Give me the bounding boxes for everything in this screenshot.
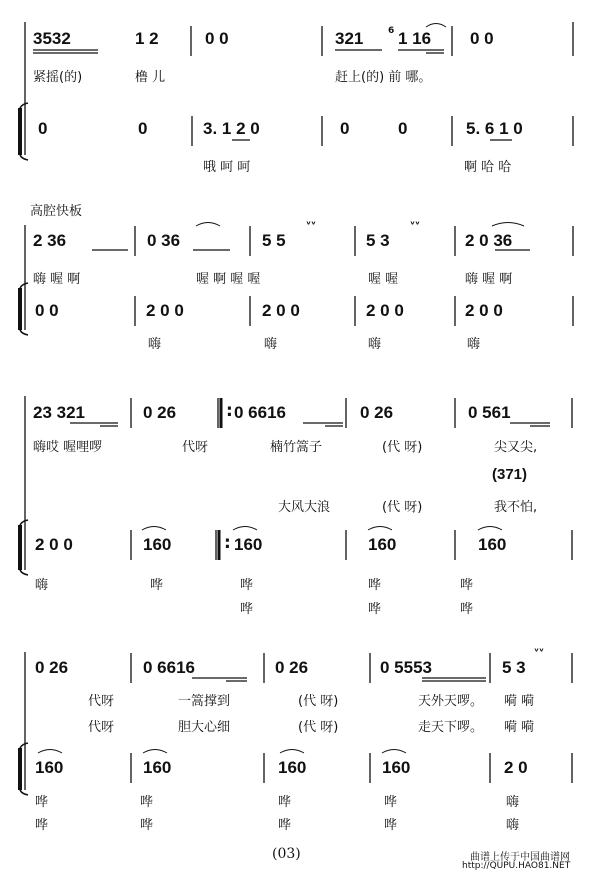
note-group-2: 1 2: [135, 29, 159, 48]
lyric: 哗: [150, 578, 164, 593]
note-group: 0 0: [35, 301, 59, 320]
note-group: 0 26: [275, 658, 309, 677]
lyric: 哗: [460, 578, 474, 593]
tempo-marking: 高腔快板: [30, 204, 83, 219]
note-group: 160: [382, 758, 411, 777]
repeat-dots: :: [226, 401, 233, 421]
lyric: 代呀: [88, 694, 115, 709]
lyric: 大风大浪: [278, 500, 331, 515]
note-group: 160: [143, 758, 172, 777]
note-group: 5 5: [262, 231, 286, 250]
note-group: 2 0: [504, 758, 528, 777]
note-group: 5 3: [502, 658, 526, 677]
note-group: 160: [478, 535, 507, 554]
lyric: 哗: [384, 795, 398, 810]
note-group: 2 0 0: [35, 535, 73, 554]
note-group: 0 6616: [234, 403, 286, 422]
lyric: 楠竹篙子: [270, 440, 323, 455]
lyric: (代 呀): [382, 440, 423, 455]
note-group: 0 5553: [380, 658, 432, 677]
lyric: 哗: [384, 818, 398, 833]
lyric: 哗: [460, 602, 474, 617]
note-group-4: 321: [335, 29, 364, 48]
lyric: 嗬 嗬: [504, 694, 535, 709]
lyric: (代 呀): [298, 720, 339, 735]
note-group: 0: [340, 119, 350, 138]
note-group: 0 26: [143, 403, 177, 422]
note-group: 2 0 0: [262, 301, 300, 320]
note-group: 2 36: [33, 231, 67, 250]
lyric: 喔 喔: [368, 272, 399, 287]
lyric: 哗: [240, 602, 254, 617]
ornament-mark: ᵛᵛ: [534, 647, 545, 658]
note-group: 160: [278, 758, 307, 777]
page-number: (03): [272, 846, 301, 862]
note-group: 0: [38, 119, 48, 138]
note-group: 160: [35, 758, 64, 777]
lyric: 代呀: [88, 720, 115, 735]
note-group: 0 6616: [143, 658, 195, 677]
note-group: 2 0 0: [465, 301, 503, 320]
note-group: 2 0 0: [146, 301, 184, 320]
lyric: 我不怕,: [494, 500, 538, 515]
ornament-mark: ᵛᵛ: [410, 220, 421, 231]
note-group: 160: [143, 535, 172, 554]
lyric: 嗨: [506, 795, 520, 810]
lyric: 嗨: [264, 337, 278, 352]
lyric: 哗: [140, 818, 154, 833]
note-group: 0 36: [147, 231, 181, 250]
alternate-notes: (371): [492, 466, 528, 483]
repeat-dots: :: [224, 533, 231, 553]
lyric: 嗨 喔 啊: [465, 272, 513, 287]
note-group-5: 1 16: [398, 29, 432, 48]
lyric: 赶上(的) 前 哪。: [335, 70, 432, 85]
lyric: 嗨: [506, 818, 520, 833]
note-group: 3. 1 2 0: [203, 119, 260, 138]
note-group: 5 3: [366, 231, 390, 250]
lyric: 天外天啰。: [418, 694, 484, 709]
lyric: 哗: [240, 578, 254, 593]
note-group: 0: [398, 119, 408, 138]
lyric: 一篙撑到: [178, 694, 231, 709]
lyric: 紧摇(的): [33, 70, 83, 85]
lyric: 喔 啊 喔 喔: [196, 272, 261, 287]
note-group: 2 0 0: [366, 301, 404, 320]
lyric: 哗: [278, 795, 292, 810]
lyric: 嗨哎 喔哩啰: [33, 440, 103, 455]
note-group: 160: [368, 535, 397, 554]
watermark-url: http://QUPU.HAO81.NET: [462, 861, 571, 871]
note-group: 160: [234, 535, 263, 554]
grace-note: 6: [388, 26, 395, 36]
lyric: 哗: [35, 795, 49, 810]
lyric: 嗨: [368, 337, 382, 352]
lyric: 嗨: [148, 337, 162, 352]
lyric: 哗: [140, 795, 154, 810]
note-group-6: 0 0: [470, 29, 494, 48]
lyric: 嗨: [467, 337, 481, 352]
note-group-1: 3532: [33, 29, 71, 48]
lyric: 代呀: [182, 440, 209, 455]
lyric: 嗨 喔 啊: [33, 272, 81, 287]
lyric: 嗬 嗬: [504, 720, 535, 735]
lyric: 胆大心细: [178, 720, 231, 735]
lyric: 嗨: [35, 578, 49, 593]
lyric: 哗: [368, 602, 382, 617]
lyric: 走天下啰。: [418, 720, 484, 735]
watermark-title: 曲谱上传于中国曲谱网: [470, 852, 570, 863]
note-group: 23 321: [33, 403, 85, 422]
note-group: 0 561: [468, 403, 511, 422]
lyric: 哦 呵 呵: [203, 160, 251, 175]
lyric: 哗: [368, 578, 382, 593]
note-group: 0 26: [360, 403, 394, 422]
lyric: 哗: [278, 818, 292, 833]
note-group: 5. 6 1 0: [466, 119, 523, 138]
lyric: 橹 儿: [135, 70, 166, 85]
note-group: 0: [138, 119, 148, 138]
lyric: 哗: [35, 818, 49, 833]
lyric: 尖又尖,: [494, 440, 538, 455]
note-group: 0 26: [35, 658, 69, 677]
ornament-mark: ᵛᵛ: [306, 220, 317, 231]
lyric: (代 呀): [298, 694, 339, 709]
note-group-3: 0 0: [205, 29, 229, 48]
lyric: 啊 哈 哈: [464, 160, 512, 175]
lyric: (代 呀): [382, 500, 423, 515]
note-group: 2 0 36: [465, 231, 513, 250]
